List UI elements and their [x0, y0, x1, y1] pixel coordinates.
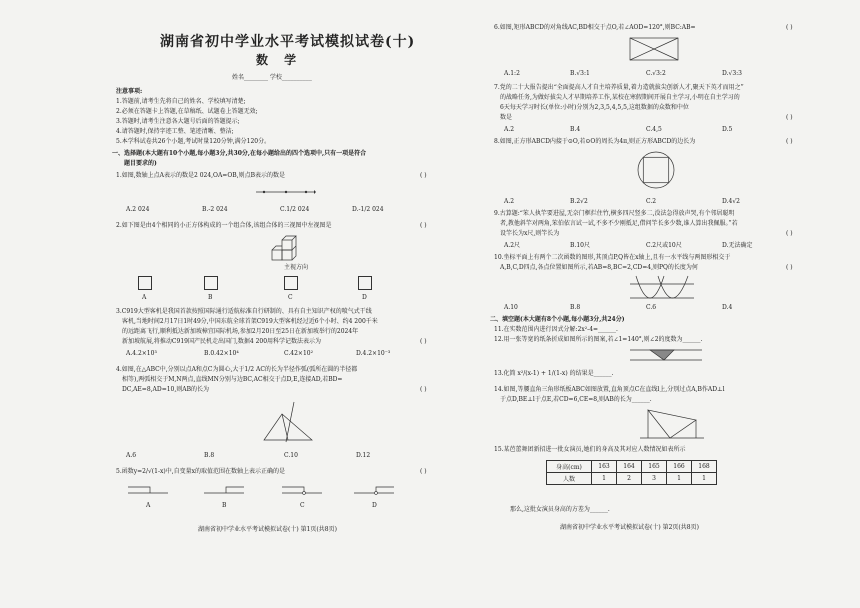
q5-option-d: D: [372, 502, 377, 509]
note-4: 4.请答题时,保持字迹工整、笔迹清晰、整洁;: [116, 128, 234, 135]
note-2: 2.必须在答题卡上答题,在草稿纸、试题卷上答题无效;: [116, 108, 258, 115]
q2-stem: 2.如下图是由4个相同的小正方体构成的一个组合体,该组合体的三视图中左视图是: [116, 222, 332, 229]
q8-option-a: A.2: [504, 198, 515, 205]
q4-line-1: 4.如图,在△ABC中,分别以点A和点C为圆心,大于1/2 AC的长为半径作弧(弧所在圆的半径都: [116, 366, 358, 373]
table-cell: 168: [692, 461, 717, 473]
q6-rectangle-figure: [626, 34, 682, 64]
q5-option-a-figure: [128, 484, 168, 498]
q2-option-d: D: [362, 294, 367, 301]
table-row: [547, 461, 717, 473]
q4-option-d: D.12: [356, 452, 371, 459]
name-school-line: 姓名________ 学校__________: [232, 74, 312, 81]
table-cell: 1: [592, 473, 617, 485]
q7-line-3: 6天每天学习时长(单位:小时)分别为2,3,5,4,5,5,这组数据的众数和中位: [500, 104, 689, 111]
q4-option-c: C.10: [284, 452, 298, 459]
q6-stem: 6.如图,矩形ABCD的对角线AC,BD相交于点O,若∠AOD=120°,则BC:AB=: [494, 24, 696, 31]
q7-option-a: A.2: [504, 126, 515, 133]
q15-question: 那么,这批女演员身高的方差为______.: [510, 506, 610, 513]
q2-paren: ( ): [420, 222, 427, 229]
q11-stem: 11.在实数范围内进行因式分解:2x²-4=______.: [494, 326, 618, 333]
q6-paren: ( ): [786, 24, 793, 31]
table-cell: 身高(cm): [547, 461, 592, 473]
q2-option-c-figure: [284, 276, 298, 290]
q3-option-d: D.4.2×10⁻³: [356, 350, 391, 357]
table-cell: 163: [592, 461, 617, 473]
q4-option-b: B.8: [204, 452, 215, 459]
q7-line-2: 的战略任务,为做好拔尖人才早期培养工作,某校在寒假期间开展自主学习,小明在自主学习的: [500, 94, 740, 101]
q5-paren: ( ): [420, 468, 427, 475]
q5-option-b: B: [222, 502, 227, 509]
q9-option-a: A.2尺: [504, 242, 521, 249]
subject-title: 数 学: [256, 53, 303, 67]
q10-line-1: 10.坐标平面上有两个二次函数的图形,其顶点P,Q皆在x轴上,且有一水平线与两图形相交于: [494, 254, 731, 261]
q8-option-b: B.2√2: [570, 198, 588, 205]
q7-line-4: 数是: [500, 114, 513, 121]
page-2-footer: 湖南省初中学业水平考试模拟试卷(十) 第2页(共8页): [560, 524, 699, 531]
q10-option-d: D.4: [722, 304, 733, 311]
q9-line-3: 设竿长为x尺,则竿长为: [500, 230, 560, 237]
q2-option-b-figure: [204, 276, 218, 290]
q14-line-1: 14.如图,等腰直角三角形纸板ABC如图放置,直角顶点C在直线l上,分别过点A,B作AD⊥l: [494, 386, 725, 393]
q7-option-b: B.4: [570, 126, 581, 133]
q5-option-c: C: [300, 502, 305, 509]
q1-option-d: D.-1/2 024: [352, 206, 384, 213]
q3-line-2: 客机,当地时间2月17日1时49分,中国东航全球首架C919大型客机经过近6个小时、约4 200千米: [122, 318, 378, 325]
page-2: [490, 0, 822, 608]
q4-line-2: 相等),两弧相交于M,N两点,直线MN分别与边BC,AC相交于点D,E,连接AD,若BD=: [122, 376, 343, 383]
notes-title: 注意事项:: [116, 88, 143, 95]
q4-triangle-figure: [260, 396, 316, 444]
q9-option-c: C.2尺或10尺: [646, 242, 682, 249]
q5-option-b-figure: [204, 484, 244, 498]
q8-paren: ( ): [786, 138, 793, 145]
q7-line-1: 7.党的二十大报告提出“全面提高人才自主培养质量,着力造就拔尖创新人才,聚天下英才而用之”: [494, 84, 744, 91]
q9-line-1: 9.古算题:“笨人执竿要进屋,无奈门框拦住竹,横多四尺竖多二,没法急得放声哭,有个邻居聪明: [494, 210, 735, 217]
q4-option-a: A.6: [126, 452, 137, 459]
q4-paren: ( ): [420, 386, 427, 393]
q15-stem: 15.某芭蕾舞团新招进一批女演员,她们的身高及其对应人数情况如表所示: [494, 446, 686, 453]
q5-option-a: A: [146, 502, 151, 509]
q2-option-a-figure: [138, 276, 152, 290]
q7-option-d: D.5: [722, 126, 733, 133]
table-cell: 3: [642, 473, 667, 485]
table-cell: 1: [692, 473, 717, 485]
q12-stem: 12.用一张等宽的纸条折成如图所示的图案,若∠1=140°,则∠2的度数为______.: [494, 336, 703, 343]
q8-stem: 8.如图,正方形ABCD内接于⊙O,若⊙O的周长为4π,则正方形ABCD的边长为: [494, 138, 696, 145]
q6-option-c: C.√3:2: [646, 70, 666, 77]
q1-option-b: B.-2 024: [202, 206, 228, 213]
table-row: [547, 473, 717, 485]
q7-option-c: C.4,5: [646, 126, 662, 133]
q2-view-label: 主视方向: [284, 264, 309, 271]
q1-number-line-figure: [256, 184, 316, 200]
q3-line-4: 新加坡航展,将推动C919国产民机走出国门,数据4 200用科学记数法表示为: [122, 338, 322, 345]
q5-option-c-figure: [282, 484, 322, 498]
q1-paren: ( ): [420, 172, 427, 179]
q5-option-d-figure: [354, 484, 394, 498]
q9-option-d: D.无法确定: [722, 242, 753, 249]
q3-option-c: C.42×10²: [284, 350, 313, 357]
q2-option-d-figure: [358, 276, 372, 290]
q12-strip-figure: [630, 346, 702, 366]
q9-option-b: B.10尺: [570, 242, 590, 249]
note-1: 1.答题前,请考生先将自己的姓名、学校填写清楚;: [116, 98, 246, 105]
q6-option-a: A.1:2: [504, 70, 520, 77]
note-3: 3.答题时,请考生注意各大题号后面的答题提示;: [116, 118, 240, 125]
section-1-subtitle: 题目要求的): [124, 160, 157, 167]
section-1-title: 一、选择题(本大题有10个小题,每小题3分,共30分,在每小题给出的四个选项中,只有一项是符合: [112, 150, 367, 157]
q13-stem: 13.化简 x²/(x-1) + 1/(1-x) 的结果是______.: [494, 370, 614, 377]
q3-line-3: 的远距离飞行,顺利抵达新加坡樟宜国际机场,参加2月20日至25日在新加坡举行的2024年: [122, 328, 359, 335]
q3-option-b: B.0.42×10⁴: [204, 350, 239, 357]
q10-option-b: B.8: [570, 304, 581, 311]
q3-paren: ( ): [420, 338, 427, 345]
q10-option-c: C.6: [646, 304, 657, 311]
q1-stem: 1.如图,数轴上点A表示的数是2 024,OA=OB,则点B表示的数是: [116, 172, 285, 179]
q14-triangle-figure: [640, 404, 704, 444]
q15-height-table: [546, 460, 717, 485]
q5-stem: 5.函数y=2/√(1-x)中,自变量x的取值范围在数轴上表示正确的是: [116, 468, 286, 475]
q1-option-a: A.2 024: [126, 206, 150, 213]
q4-line-3: DC,AE=8,AD=10,则AB的长为: [122, 386, 210, 393]
table-cell: 1: [667, 473, 692, 485]
q8-option-d: D.4√2: [722, 198, 740, 205]
q8-option-c: C.2: [646, 198, 657, 205]
table-cell: 166: [667, 461, 692, 473]
exam-title: 湖南省初中学业水平考试模拟试卷(十): [160, 34, 416, 50]
q2-option-c: C: [288, 294, 293, 301]
q10-option-a: A.10: [504, 304, 518, 311]
table-cell: 165: [642, 461, 667, 473]
q8-circle-figure: [634, 148, 678, 192]
q9-line-2: 者,教他斜竿对两角,笨伯依言试一试,不多不少刚抵足,借问竿长多少数,谁人算出我佩服。”若: [500, 220, 738, 227]
q10-line-2: A,B,C,D四点,各点位置如图所示,若AB=8,BC=2,CD=4,则PQ的长度为何: [500, 264, 698, 271]
q7-paren: ( ): [786, 114, 793, 121]
note-5: 5.本学科试卷共26个小题,考试时量120分钟,满分120分。: [116, 138, 271, 145]
q2-option-a: A: [142, 294, 147, 301]
q2-option-b: B: [208, 294, 213, 301]
q10-parabola-figure: [630, 274, 694, 304]
q9-paren: ( ): [786, 230, 793, 237]
q3-option-a: A.4.2×10³: [126, 350, 157, 357]
section-2-title: 二、填空题(本大题有8个小题,每小题3分,共24分): [490, 316, 625, 323]
q6-option-b: B.√3:1: [570, 70, 590, 77]
q10-paren: ( ): [786, 264, 793, 271]
q3-line-1: 3.C919大型客机是我国首款按照国际通行适航标准自行研制的、具有自主知识产权的喷气式干线: [116, 308, 372, 315]
table-cell: 164: [617, 461, 642, 473]
page-1-footer: 湖南省初中学业水平考试模拟试卷(十) 第1页(共8页): [198, 526, 337, 533]
table-cell: 人数: [547, 473, 592, 485]
q14-line-2: 于点D,BE⊥l于点E,若CD=6,CE=8,则AB的长为______.: [500, 396, 652, 403]
q1-option-c: C.1/2 024: [280, 206, 310, 213]
table-cell: 2: [617, 473, 642, 485]
q2-cube-figure: [268, 232, 308, 268]
page-1: [108, 0, 460, 608]
q6-option-d: D.√3:3: [722, 70, 742, 77]
